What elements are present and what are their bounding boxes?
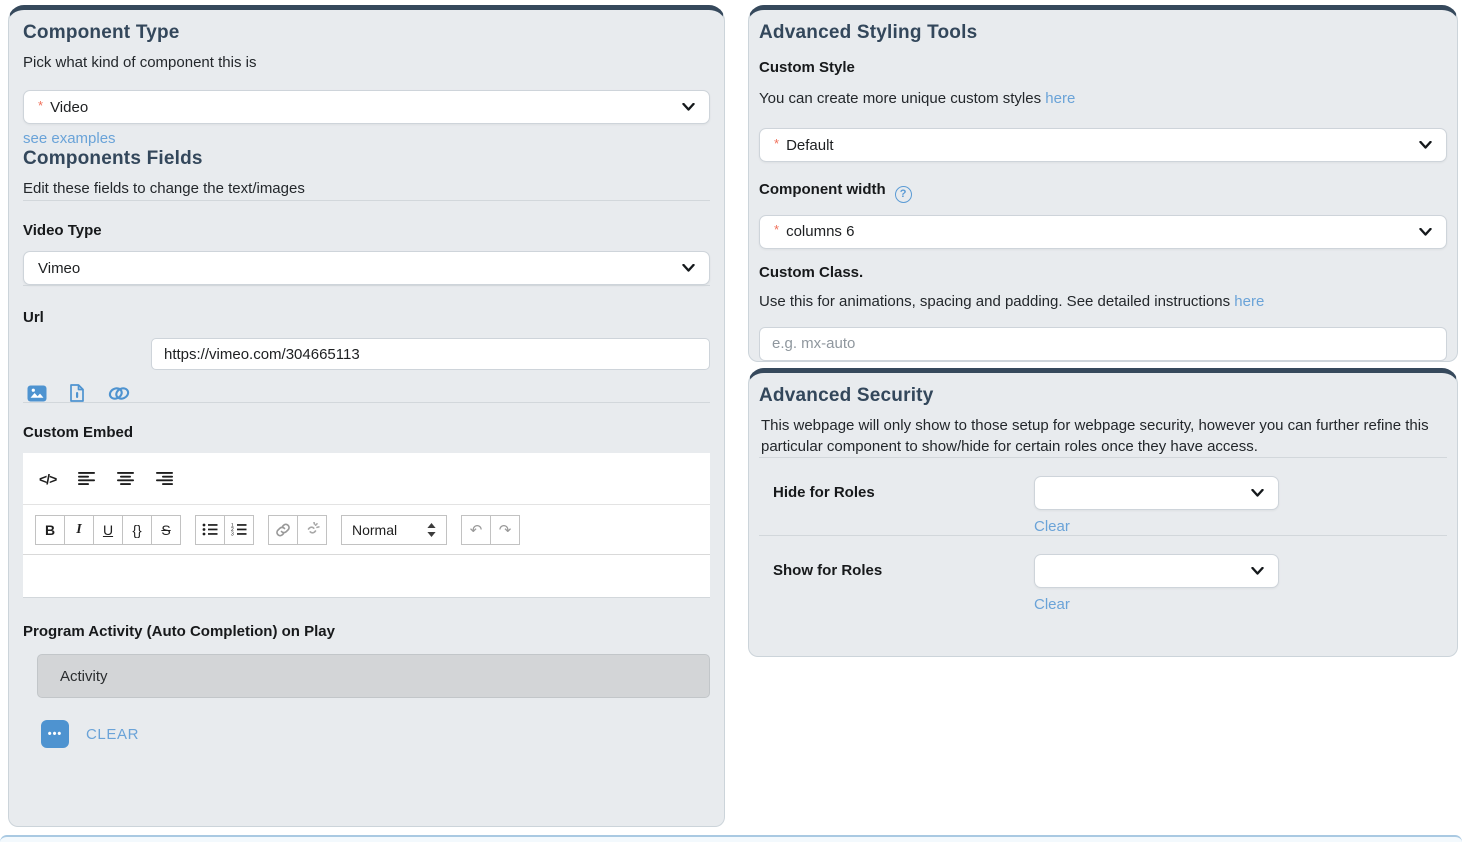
align-right-icon [156, 472, 173, 485]
component-type-title: Component Type [23, 22, 180, 43]
custom-style-help [759, 88, 1447, 110]
show-for-roles-label: Show for Roles [773, 562, 883, 579]
svg-text:1: 1 [231, 523, 234, 529]
show-for-roles-row [759, 536, 1447, 613]
chevron-down-icon [682, 264, 695, 272]
divider [23, 402, 710, 403]
component-type-subtitle: Pick what kind of component this is [23, 54, 257, 71]
show-roles-clear-link[interactable]: Clear [1034, 596, 1070, 613]
required-marker: * [38, 97, 44, 113]
chevron-down-icon [1251, 567, 1264, 575]
editor-toolbar-top [23, 453, 710, 505]
text-format-group [35, 515, 181, 545]
dots-icon: ••• [47, 728, 63, 740]
custom-embed-label: Custom Embed [23, 424, 134, 441]
format-select-value: Normal [352, 521, 398, 538]
hide-for-roles-label: Hide for Roles [773, 484, 875, 501]
list-bullet-icon [202, 523, 218, 536]
undo-button[interactable]: ↶ [461, 515, 491, 545]
help-icon[interactable]: ? [895, 186, 912, 203]
component-width-label [759, 180, 1447, 203]
remove-link-button[interactable] [297, 515, 327, 545]
custom-style-here-link[interactable]: here [1045, 90, 1076, 107]
custom-class-help [759, 291, 1447, 313]
chevron-down-icon [1419, 228, 1432, 236]
custom-class-here-link[interactable]: here [1234, 292, 1265, 310]
component-width-select[interactable] [759, 215, 1447, 249]
code-view-button[interactable] [39, 471, 56, 487]
custom-style-value: Default [786, 136, 834, 154]
component-width-value: columns 6 [786, 223, 855, 240]
video-type-value: Vimeo [38, 259, 81, 277]
code-button[interactable]: {} [122, 515, 152, 545]
history-group [461, 515, 520, 545]
show-for-roles-select[interactable] [1034, 554, 1279, 588]
bullet-list-button[interactable] [195, 515, 225, 545]
media-icons-row [23, 384, 710, 402]
component-width-label-text: Component width [759, 181, 886, 198]
advanced-styling-title: Advanced Styling Tools [759, 22, 978, 43]
url-label: Url [23, 309, 44, 326]
activity-actions-row [41, 720, 710, 748]
underline-button[interactable]: U [93, 515, 123, 545]
custom-class-help-text: Use this for animations, spacing and padding. See detailed instructions [759, 292, 1231, 310]
advanced-security-description: This webpage will only show to those setup for webpage security, however you can further refine this particular component to show/hide for certain roles once they have access. [761, 417, 1429, 455]
show-for-roles-field [1034, 554, 1279, 613]
link-tool-icon [275, 522, 291, 538]
align-left-icon [78, 472, 95, 485]
editor-toolbar-main [23, 505, 710, 555]
italic-button[interactable]: I [64, 515, 94, 545]
advanced-security-title: Advanced Security [759, 385, 934, 406]
video-type-select[interactable] [23, 251, 710, 285]
editor-content[interactable] [23, 555, 710, 597]
hide-roles-clear-link[interactable]: Clear [1034, 518, 1070, 535]
insert-link-button[interactable] [268, 515, 298, 545]
link-icon[interactable] [107, 385, 131, 402]
required-marker: * [774, 135, 780, 151]
custom-style-help-text: You can create more unique custom styles [759, 90, 1042, 107]
format-select[interactable] [341, 515, 447, 545]
link-group [268, 515, 327, 545]
program-activity-value: Activity [60, 667, 108, 685]
chevron-down-icon [1251, 489, 1264, 497]
align-left-button[interactable] [78, 472, 95, 485]
advanced-styling-panel [748, 5, 1458, 362]
divider [23, 200, 710, 201]
program-activity-input [37, 654, 710, 698]
stepper-icon [427, 523, 436, 537]
custom-class-label: Custom Class. [759, 263, 864, 281]
advanced-security-panel [748, 368, 1458, 657]
svg-text:2: 2 [231, 527, 234, 534]
hide-for-roles-row [759, 458, 1447, 535]
video-type-label: Video Type [23, 222, 102, 239]
custom-embed-editor [23, 453, 710, 597]
components-fields-subtitle: Edit these fields to change the text/images [23, 180, 305, 197]
clear-activity-link[interactable]: CLEAR [86, 725, 140, 743]
ordered-list-button[interactable] [224, 515, 254, 545]
required-marker: * [774, 222, 780, 237]
align-right-button[interactable] [156, 472, 173, 485]
program-activity-label: Program Activity (Auto Completion) on Play [23, 623, 335, 640]
unlink-tool-icon [304, 522, 320, 538]
redo-button[interactable]: ↷ [490, 515, 520, 545]
image-icon[interactable] [27, 385, 47, 402]
chevron-down-icon [682, 103, 695, 111]
next-section-top-edge [0, 835, 1462, 842]
activity-picker-button[interactable] [41, 720, 69, 748]
file-icon[interactable] [70, 384, 84, 402]
hide-for-roles-select[interactable] [1034, 476, 1279, 510]
component-type-select[interactable] [23, 90, 710, 124]
url-input[interactable] [151, 338, 710, 370]
component-type-value: Video [50, 98, 89, 116]
list-ordered-icon [231, 523, 247, 536]
component-settings-panel [8, 5, 725, 827]
divider [23, 285, 710, 286]
components-fields-title: Components Fields [23, 148, 203, 169]
bold-button[interactable]: B [35, 515, 65, 545]
align-center-button[interactable] [117, 472, 134, 485]
divider [23, 597, 710, 598]
svg-text:3: 3 [231, 531, 234, 536]
align-center-icon [117, 472, 134, 485]
custom-class-input[interactable] [759, 327, 1447, 361]
custom-style-select[interactable] [759, 128, 1447, 162]
custom-style-label: Custom Style [759, 59, 855, 76]
strikethrough-button[interactable]: S [151, 515, 181, 545]
hide-for-roles-field [1034, 476, 1279, 535]
see-examples-link[interactable]: see examples [23, 130, 116, 147]
list-group [195, 515, 254, 545]
chevron-down-icon [1419, 141, 1432, 149]
code-view-icon: </> [39, 470, 57, 487]
